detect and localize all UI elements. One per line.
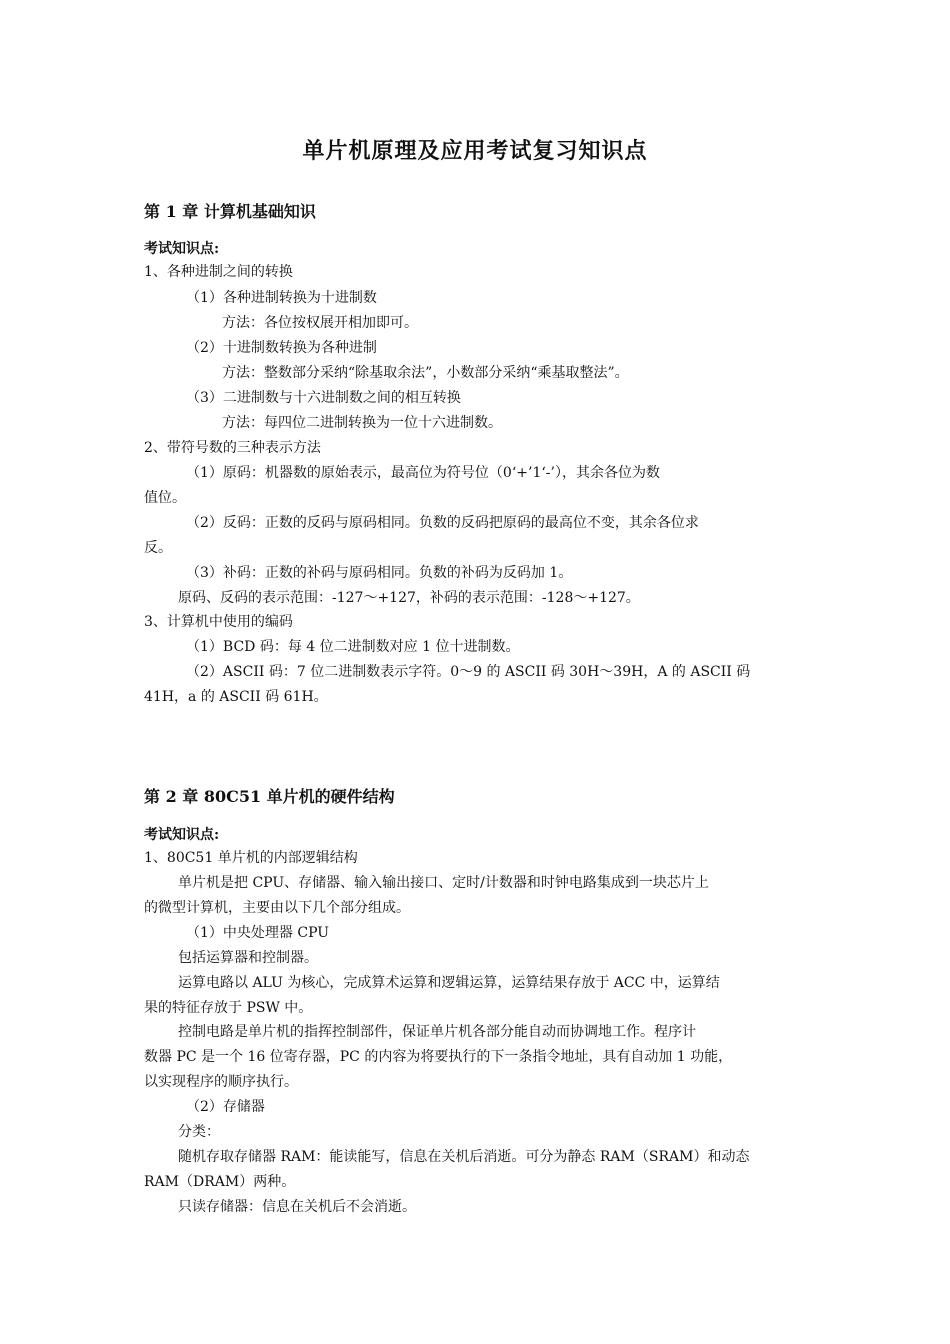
ch1-item-cont: 反。	[144, 540, 172, 556]
ch1-section-1: 1、各种进制之间的转换	[144, 264, 293, 280]
chapter-2-points-label: 考试知识点:	[144, 827, 220, 843]
ch1-item: （2）反码：正数的反码与原码相同。负数的反码把原码的最高位不变，其余各位求	[186, 515, 699, 531]
ch1-method: 方法：各位按权展开相加即可。	[222, 315, 418, 331]
ch1-item-cont: 41H，a 的 ASCII 码 61H。	[144, 689, 328, 705]
ch1-range-note: 原码、反码的表示范围：-127～+127，补码的表示范围：-128～+127。	[178, 590, 640, 606]
ch1-item: （1）BCD 码：每 4 位二进制数对应 1 位十进制数。	[186, 639, 520, 655]
ch1-item: （2）十进制数转换为各种进制	[186, 340, 377, 356]
ch2-paragraph: 随机存取存储器 RAM：能读能写，信息在关机后消逝。可分为静态 RAM（SRAM）和动态	[178, 1149, 750, 1165]
ch2-paragraph: 分类：	[178, 1124, 220, 1140]
ch1-method: 方法：整数部分采纳“除基取余法”，小数部分采纳“乘基取整法”。	[222, 365, 629, 381]
ch2-paragraph: 控制电路是单片机的指挥控制部件，保证单片机各部分能自动而协调地工作。程序计	[178, 1024, 696, 1040]
ch2-paragraph-cont: 以实现程序的顺序执行。	[144, 1074, 298, 1090]
ch1-item: （1）原码：机器数的原始表示，最高位为符号位（0‘+’1‘-’），其余各位为数	[186, 465, 660, 481]
chapter-1-points-label: 考试知识点:	[144, 241, 220, 257]
ch2-paragraph: 单片机是把 CPU、存储器、输入输出接口、定时/计数器和时钟电路集成到一块芯片上	[178, 875, 709, 891]
ch1-method: 方法：每四位二进制转换为一位十六进制数。	[222, 415, 502, 431]
ch1-item: （3）补码：正数的补码与原码相同。负数的补码为反码加 1。	[186, 565, 573, 581]
ch2-paragraph: 只读存储器：信息在关机后不会消逝。	[178, 1199, 416, 1215]
ch1-item-cont: 值位。	[144, 490, 186, 506]
ch2-item: （2）存储器	[186, 1099, 265, 1115]
ch1-section-3: 3、计算机中使用的编码	[144, 614, 293, 630]
ch1-item: （3）二进制数与十六进制数之间的相互转换	[186, 390, 461, 406]
chapter-2-heading: 第 2 章 80C51 单片机的硬件结构	[144, 787, 395, 806]
chapter-1-heading: 第 1 章 计算机基础知识	[144, 202, 316, 221]
ch1-section-2: 2、带符号数的三种表示方法	[144, 440, 321, 456]
ch1-item: （1）各种进制转换为十进制数	[186, 290, 377, 306]
ch2-paragraph-cont: 果的特征存放于 PSW 中。	[144, 1000, 313, 1016]
ch1-item: （2）ASCII 码：7 位二进制数表示字符。0～9 的 ASCII 码 30H～39H，A 的 ASCII 码	[186, 664, 751, 680]
ch2-item: （1）中央处理器 CPU	[186, 925, 330, 941]
ch2-paragraph-cont: 的微型计算机，主要由以下几个部分组成。	[144, 900, 410, 916]
document-title: 单片机原理及应用考试复习知识点	[302, 138, 648, 164]
ch2-paragraph-cont: RAM（DRAM）两种。	[144, 1174, 296, 1190]
ch2-paragraph-cont: 数器 PC 是一个 16 位寄存器，PC 的内容为将要执行的下一条指令地址，具有自动加 1 功能，	[144, 1049, 733, 1065]
ch2-paragraph: 包括运算器和控制器。	[178, 950, 318, 966]
ch2-paragraph: 运算电路以 ALU 为核心，完成算术运算和逻辑运算，运算结果存放于 ACC 中，运算结	[178, 975, 720, 991]
ch2-section-1: 1、80C51 单片机的内部逻辑结构	[144, 850, 358, 866]
